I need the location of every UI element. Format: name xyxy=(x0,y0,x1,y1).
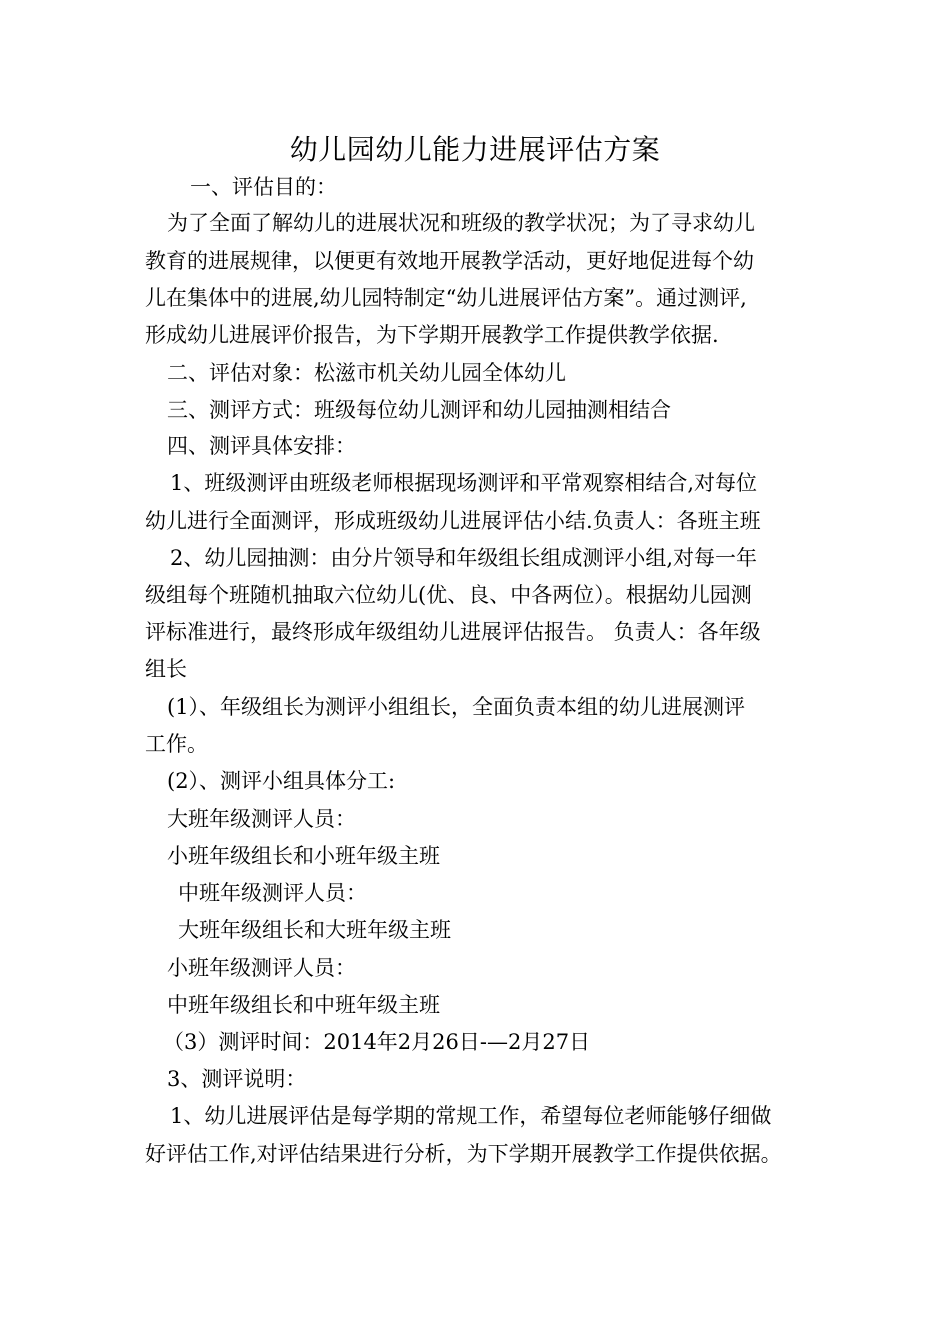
document-title: 幼儿园幼儿能力进展评估方案 xyxy=(289,133,661,166)
paragraph-line: 为了全面了解幼儿的进展状况和班级的教学状况；为了寻求幼儿 xyxy=(167,211,755,235)
list-item: 中班年级测评人员： xyxy=(178,881,367,905)
section-heading-purpose: 一、评估目的： xyxy=(190,175,337,199)
list-item: 大班年级测评人员： xyxy=(167,807,356,831)
paragraph-line: （3）测评时间：2014年2月26日-—2月27日 xyxy=(163,1030,591,1054)
list-item: 小班年级组长和小班年级主班 xyxy=(167,844,440,868)
paragraph-line: 教育的进展规律，以便更有效地开展教学活动，更好地促进每个幼 xyxy=(145,249,754,273)
list-item: 中班年级组长和中班年级主班 xyxy=(167,993,440,1017)
section-heading-target: 二、评估对象：松滋市机关幼儿园全体幼儿 xyxy=(167,361,566,385)
paragraph-line: 3、测评说明： xyxy=(167,1067,307,1091)
paragraph-line: (2）、测评小组具体分工: xyxy=(167,769,396,793)
paragraph-line: 幼儿进行全面测评，形成班级幼儿进展评估小结.负责人：各班主班 xyxy=(145,509,761,533)
list-item: 大班年级组长和大班年级主班 xyxy=(178,918,451,942)
paragraph-line: 儿在集体中的进展,幼儿园特制定“幼儿进展评估方案”。通过测评, xyxy=(145,286,747,310)
paragraph-line: 2、幼儿园抽测：由分片领导和年级组长组成测评小组,对每一年 xyxy=(170,546,758,570)
paragraph-line: 工作。 xyxy=(145,732,208,756)
list-item: 小班年级测评人员： xyxy=(167,956,356,980)
paragraph-line: 级组每个班随机抽取六位幼儿(优、良、中各两位）。根据幼儿园测 xyxy=(145,583,752,607)
section-heading-method: 三、测评方式：班级每位幼儿测评和幼儿园抽测相结合 xyxy=(167,398,671,422)
paragraph-line: 组长 xyxy=(145,657,187,681)
paragraph-line: 1、幼儿进展评估是每学期的常规工作，希望每位老师能够仔细做 xyxy=(170,1104,772,1128)
paragraph-line: 1、班级测评由班级老师根据现场测评和平常观察相结合,对每位 xyxy=(170,471,758,495)
paragraph-line: 评标准进行，最终形成年级组幼儿进展评估报告。 负责人：各年级 xyxy=(145,620,761,644)
paragraph-line: 形成幼儿进展评价报告，为下学期开展教学工作提供教学依据. xyxy=(145,323,719,347)
section-heading-arrangement: 四、测评具体安排： xyxy=(167,434,356,458)
paragraph-line: (1）、年级组长为测评小组组长，全面负责本组的幼儿进展测评 xyxy=(167,695,746,719)
paragraph-line: 好评估工作,对评估结果进行分析，为下学期开展教学工作提供依据。 xyxy=(145,1142,782,1166)
